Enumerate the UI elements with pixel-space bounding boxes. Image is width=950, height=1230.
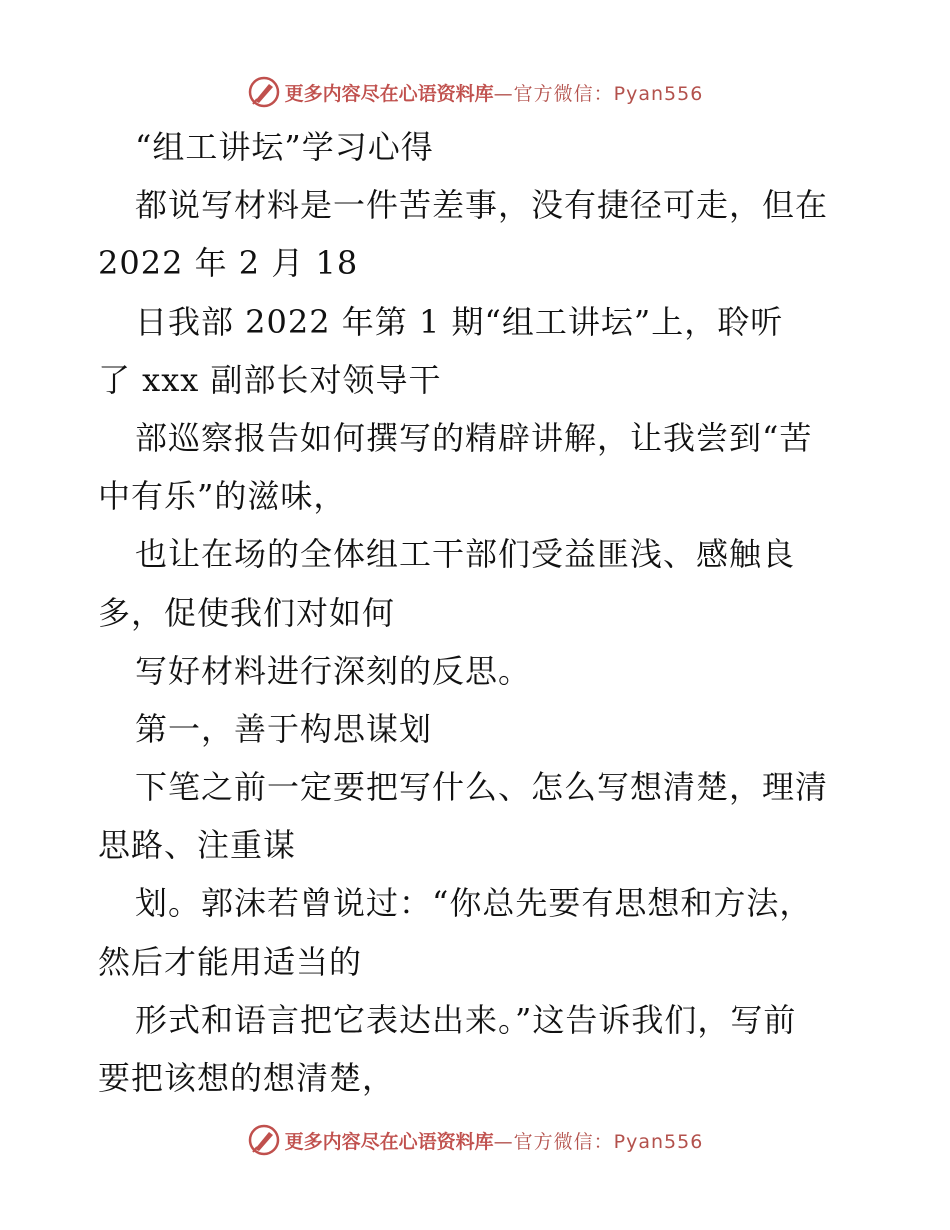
text-line: 也让在场的全体组工干部们受益匪浅、感触良 (135, 535, 796, 574)
text-line: 下笔之前一定要把写什么、怎么写想清楚，理清 (135, 768, 829, 807)
text-line: 中有乐”的滋味， (98, 477, 347, 516)
text-line: 形式和语言把它表达出来。”这告诉我们，写前 (135, 1000, 797, 1039)
text-line: 划。郭沫若曾说过：“你总先要有思想和方法， (135, 884, 813, 923)
text-line: 多，促使我们对如何 (98, 593, 396, 632)
text-line: 要把该想的想清楚， (98, 1059, 396, 1097)
text-line: 然后才能用适当的 (98, 942, 363, 981)
banner-highlight-text: 更多内容尽在心语资料库 (284, 82, 494, 105)
text-line: 日我部 2022 年第 1 期“组工讲坛”上，聆听 (135, 302, 784, 341)
document-body (98, 118, 858, 1107)
section-heading: 第一，善于构思谋划 (135, 709, 433, 748)
text-line: 思路、注重谋 (98, 826, 297, 865)
quill-logo-icon (247, 75, 281, 109)
footer-banner (0, 1120, 950, 1160)
text-line: 了 xxx 副部长对领导干 (98, 360, 442, 399)
text-line: 都说写材料是一件苦差事，没有捷径可走，但在 (135, 186, 829, 225)
quill-logo-icon (247, 1123, 281, 1157)
text-line: 部巡察报告如何撰写的精辟讲解，让我尝到“苦 (135, 418, 813, 457)
header-banner (0, 72, 950, 112)
banner-wechat-text: —官方微信：Pyan556 (493, 1130, 704, 1153)
text-line: 2022 年 2 月 18 (98, 244, 359, 283)
document-title: “组工讲坛”学习心得 (135, 128, 434, 166)
text-line: 写好材料进行深刻的反思。 (135, 651, 532, 690)
banner-highlight-text: 更多内容尽在心语资料库 (284, 1130, 494, 1153)
banner-wechat-text: —官方微信：Pyan556 (493, 82, 704, 105)
